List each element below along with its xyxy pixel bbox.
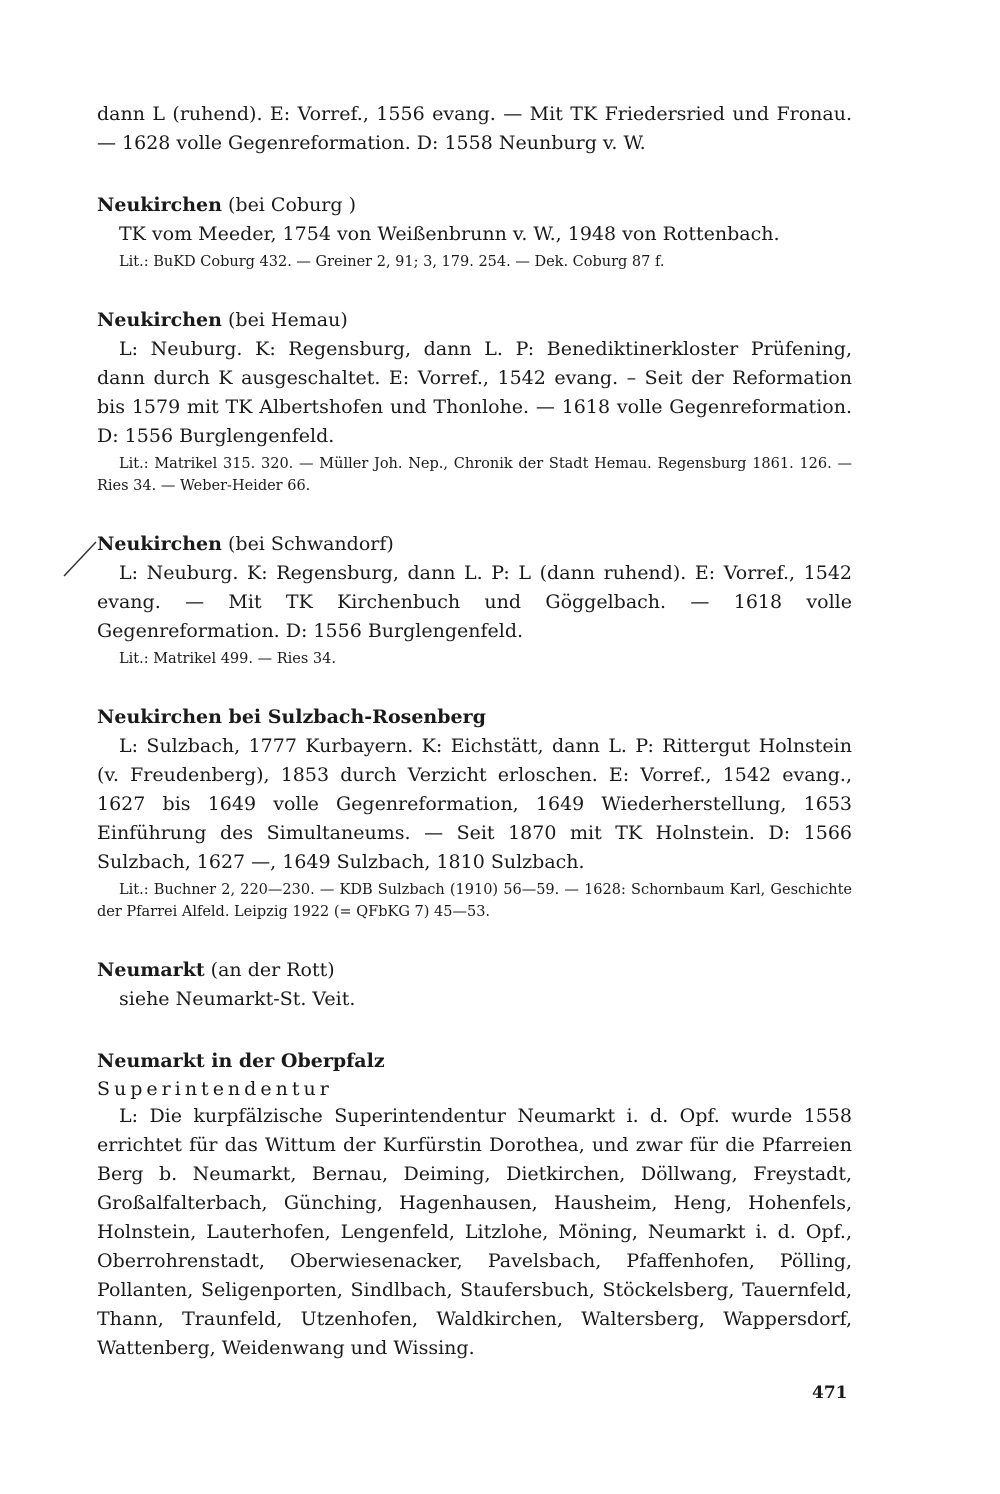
entry-neukirchen-schwandorf — [97, 530, 852, 670]
entry-body: L: Sulzbach, 1777 Kurbayern. K: Eichstätt, dann L. P: Rittergut Holnstein (v. Freudenberg), 1853 durch Verzicht erloschen. E: Vorref., 1542 evang., 1627 bis 1649 volle Gegenreformation, 1649 Wiederherstellung, 1653 Einführung des Simultaneums. — Seit 1870 mit TK Holnstein. D: 1566 Sulzbach, 1627 —, 1649 Sulzbach, 1810 Sulzbach. — [97, 735, 852, 873]
entry-heading — [97, 530, 852, 559]
entry-body: TK vom Meeder, 1754 von Weißenbrunn v. W., 1948 von Rottenbach. — [119, 223, 780, 245]
entry-heading — [97, 703, 852, 732]
entry-title: Neumarkt — [97, 959, 205, 981]
entry-title: Neukirchen — [97, 194, 222, 216]
entry-literature: Lit.: Matrikel 499. — Ries 34. — [119, 651, 336, 667]
entry-subtitle: (bei Schwandorf) — [221, 533, 394, 555]
entry-body: siehe Neumarkt-St. Veit. — [119, 988, 356, 1010]
entry-body: L: Neuburg. K: Regensburg, dann L. P: L (dann ruhend). E: Vorref., 1542 evang. — Mit TK Kirchenbuch und Göggelbach. — 1618 volle Gegenreformation. D: 1556 Burglengenfeld. — [97, 562, 852, 642]
page-number: 471 — [812, 1383, 848, 1403]
entry-title: Neukirchen — [97, 309, 222, 331]
entry-neumarkt-rott — [97, 956, 852, 1014]
entry-title: Neukirchen bei Sulzbach-Rosenberg — [97, 706, 486, 728]
entry-neukirchen-sulzbach — [97, 703, 852, 923]
page-content — [97, 100, 852, 1363]
entry-title: Neukirchen — [97, 533, 222, 555]
entry-literature: Lit.: Matrikel 315. 320. — Müller Joh. Nep., Chronik der Stadt Hemau. Regensburg 1861. 126. — Ries 34. — Weber-Heider 66. — [97, 456, 852, 494]
entry-neukirchen-coburg — [97, 191, 852, 273]
pencil-slash-mark — [60, 540, 100, 580]
entry-body: L: Die kurpfälzische Superintendentur Neumarkt i. d. Opf. wurde 1558 errichtet für das Wittum der Kurfürstin Dorothea, und zwar für die Pfarreien Berg b. Neumarkt, Bernau, Deiming, Dietkirchen, Döllwang, Freystadt, Großalfalterbach, Günching, Hagenhausen, Hausheim, Heng, Hohenfels, Holnstein, Lauterhofen, Lengenfeld, Litzlohe, Möning, Neumarkt i. d. Opf., Oberrohrenstadt, Oberwiesenacker, Pavelsbach, Pfaffenhofen, Pölling, Pollanten, Seligenporten, Sindlbach, Staufersbuch, Stöckelsberg, Tauernfeld, Thann, Traunfeld, Utzenhofen, Waldkirchen, Waltersberg, Wappersdorf, Wattenberg, Weidenwang und Wissing. — [97, 1105, 852, 1359]
entry-subtitle: (bei Hemau) — [221, 309, 348, 331]
entry-subtitle: (bei Coburg ) — [221, 194, 357, 216]
entry-body: L: Neuburg. K: Regensburg, dann L. P: Benediktinerkloster Prüfening, dann durch K ausgeschaltet. E: Vorref., 1542 evang. – Seit der Reformation bis 1579 mit TK Albertshofen und Thonlohe. — 1618 volle Gegenreformation. D: 1556 Burglengenfeld. — [97, 338, 852, 447]
intro-paragraph: dann L (ruhend). E: Vorref., 1556 evang. — Mit TK Friedersried und Fronau. — 1628 volle Gegenreformation. D: 1558 Neunburg v. W. — [97, 103, 852, 154]
entry-heading — [97, 191, 852, 220]
entry-neukirchen-hemau — [97, 306, 852, 497]
entry-heading — [97, 1047, 852, 1076]
entry-title: Neumarkt in der Oberpfalz — [97, 1050, 385, 1072]
entry-literature: Lit.: Buchner 2, 220—230. — KDB Sulzbach (1910) 56—59. — 1628: Schornbaum Karl, Geschichte der Pfarrei Alfeld. Leipzig 1922 (= QFbKG 7) 45—53. — [97, 882, 852, 920]
entry-neumarkt-oberpfalz — [97, 1047, 852, 1363]
entry-subtitle: (an der Rott) — [204, 959, 335, 981]
entry-literature: Lit.: BuKD Coburg 432. — Greiner 2, 91; 3, 179. 254. — Dek. Coburg 87 f. — [119, 254, 665, 270]
entry-heading — [97, 306, 852, 335]
section-heading: Superintendentur — [97, 1078, 333, 1100]
entry-heading — [97, 956, 852, 985]
